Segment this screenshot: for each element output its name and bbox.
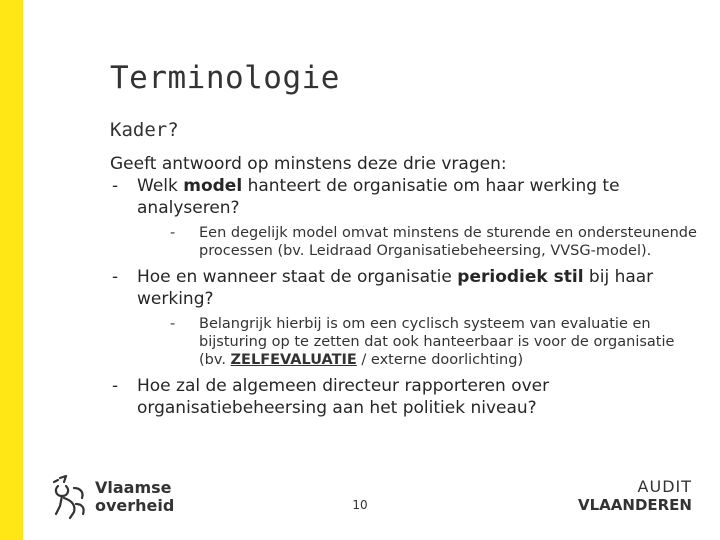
slide-title: Terminologie — [110, 60, 340, 96]
accent-bar — [0, 0, 23, 540]
sub-bullet-dash: - — [170, 225, 176, 241]
slide-body — [110, 153, 700, 419]
intro-text: Geeft antwoord op minstens deze drie vragen: — [110, 154, 507, 174]
flemish-lion-icon — [50, 474, 88, 520]
vlaamse-overheid-logo — [50, 474, 180, 520]
sub-bullet-text-pre: Belangrijk hierbij is om een cyclisch systeem van evaluatie en bijsturing op te zetten dat ook hanteerbaar is voor de organisatie (bv. — [199, 316, 675, 368]
logo-line-1: Vlaamse — [95, 478, 172, 497]
sub-bullet-item — [110, 315, 700, 369]
bullet-item — [110, 175, 700, 219]
sub-bullet-text: Een degelijk model omvat minstens de sturende en ondersteunende processen (bv. Leidraad Organisatiebeheersing, VVSG-model). — [199, 225, 697, 259]
bullet-text: Hoe zal de algemeen directeur rapporteren over organisatiebeheersing aan het politiek niveau? — [137, 376, 550, 418]
sub-bullet-text-post: / externe doorlichting) — [356, 352, 524, 368]
bullet-dash: - — [112, 176, 119, 196]
sub-bullet-dash: - — [170, 316, 176, 332]
logo-wordmark — [95, 479, 174, 515]
bullet-text-pre: Welk — [137, 176, 184, 196]
bullet-text-bold: periodiek stil — [457, 267, 584, 287]
sub-bullet-text-emphasis: ZELFEVALUATIE — [230, 352, 357, 368]
slide-subtitle: Kader? — [110, 119, 179, 141]
sub-bullet-item — [110, 224, 700, 260]
audit-vlaanderen-logo — [578, 478, 692, 514]
brand-line-1: AUDIT — [637, 477, 692, 496]
page-number: 10 — [352, 498, 368, 512]
bullet-item — [110, 375, 700, 419]
bullet-text-bold: model — [183, 176, 243, 196]
bullet-item — [110, 266, 700, 310]
bullet-text-post: hanteert de organisatie om haar werking te analyseren? — [137, 176, 620, 218]
bullet-dash: - — [112, 267, 119, 287]
logo-line-2: overheid — [95, 496, 175, 515]
bullet-text-post: bij haar werking? — [137, 267, 654, 309]
brand-line-2: VLAANDEREN — [578, 496, 692, 514]
bullet-text-pre: Hoe en wanneer staat de organisatie — [137, 267, 458, 287]
bullet-dash: - — [112, 376, 119, 396]
